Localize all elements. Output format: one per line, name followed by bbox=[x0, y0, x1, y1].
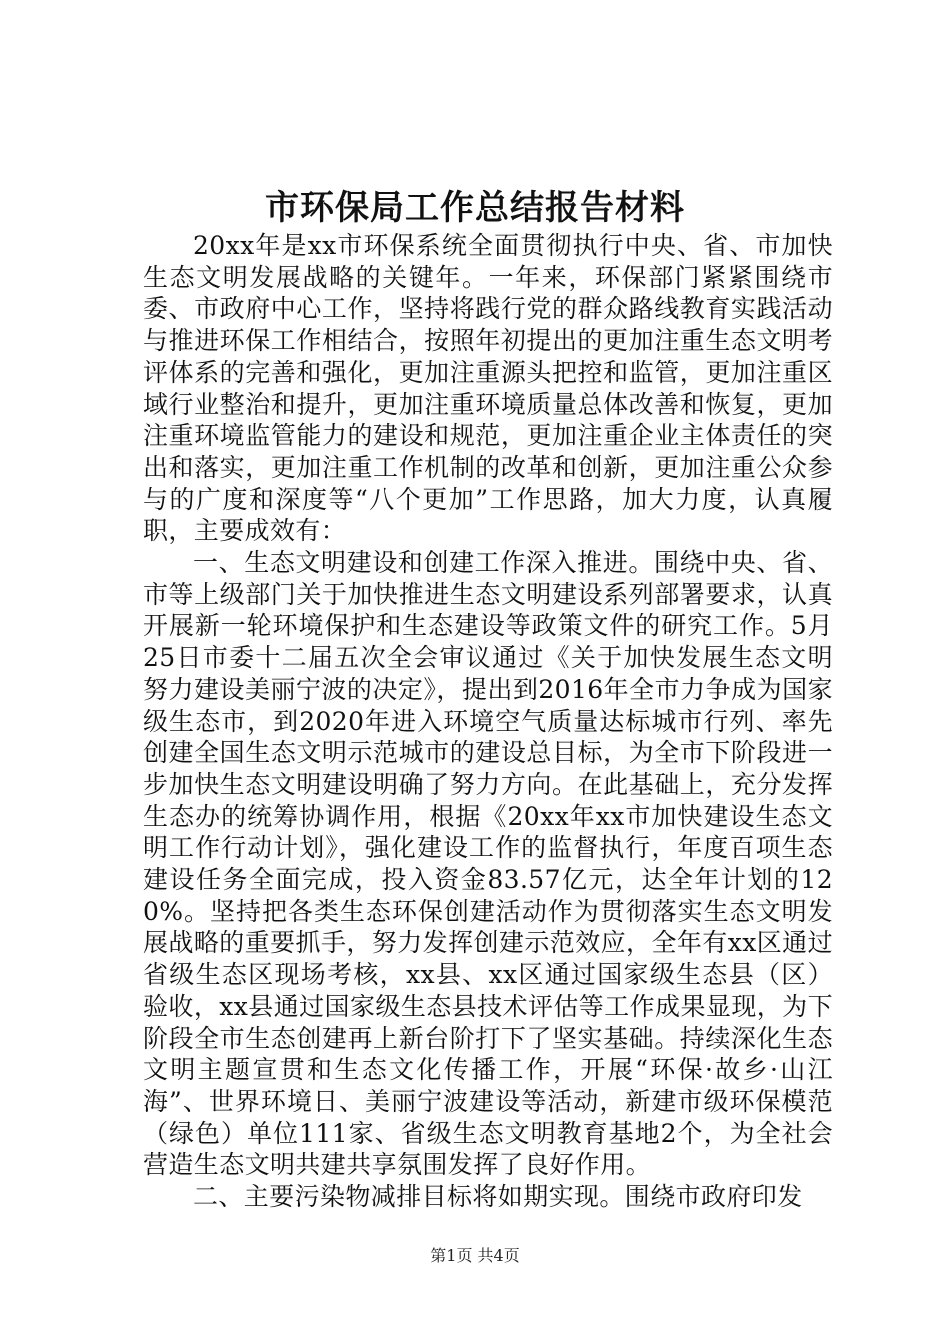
document-title: 市环保局工作总结报告材料 bbox=[265, 188, 685, 228]
intro-paragraph: 20xx年是xx市环保系统全面贯彻执行中央、省、市加快生态文明发展战略的关键年。一年来，环保部门紧紧围绕市委、市政府中心工作，坚持将践行党的群众路线教育实践活动与推进环保工作相结合，按照年初提出的更加注重生态文明考评体系的完善和强化，更加注重源头把控和监管，更加注重区域行业整治和提升，更加注重环境质量总体改善和恢复，更加注重环境监管能力的建设和规范，更加注重企业主体责任的突出和落实，更加注重工作机制的改革和创新，更加注重公众参与的广度和深度等“八个更加”工作思路，加大力度，认真履职，主要成效有： bbox=[143, 231, 833, 546]
page-footer: 第1页 共4页 bbox=[430, 1246, 520, 1265]
section-two-paragraph: 二、主要污染物减排目标将如期实现。围绕市政府印发 bbox=[193, 1182, 803, 1212]
document-body bbox=[143, 230, 833, 1213]
section-one-paragraph: 一、生态文明建设和创建工作深入推进。围绕中央、省、市等上级部门关于加快推进生态文明建设系列部署要求，认真开展新一轮环境保护和生态建设等政策文件的研究工作。5月25日市委十二届五次全会审议通过《关于加快发展生态文明努力建设美丽宁波的决定》，提出到2016年全市力争成为国家级生态市，到2020年进入环境空气质量达标城市行列、率先创建全国生态文明示范城市的建设总目标，为全市下阶段进一步加快生态文明建设明确了努力方向。在此基础上，充分发挥生态办的统筹协调作用，根据《20xx年xx市加快建设生态文明工作行动计划》，强化建设工作的监督执行，年度百项生态建设任务全面完成，投入资金83.57亿元，达全年计划的120%。坚持把各类生态环保创建活动作为贯彻落实生态文明发展战略的重要抓手，努力发挥创建示范效应，全年有xx区通过省级生态区现场考核，xx县、xx区通过国家级生态县（区）验收，xx县通过国家级生态县技术评估等工作成果显现，为下阶段全市生态创建再上新台阶打下了坚实基础。持续深化生态文明主题宣贯和生态文化传播工作，开展“环保·故乡·山江海”、世界环境日、美丽宁波建设等活动，新建市级环保模范（绿色）单位111家、省级生态文明教育基地2个，为全社会营造生态文明共建共享氛围发挥了良好作用。 bbox=[143, 548, 833, 1180]
